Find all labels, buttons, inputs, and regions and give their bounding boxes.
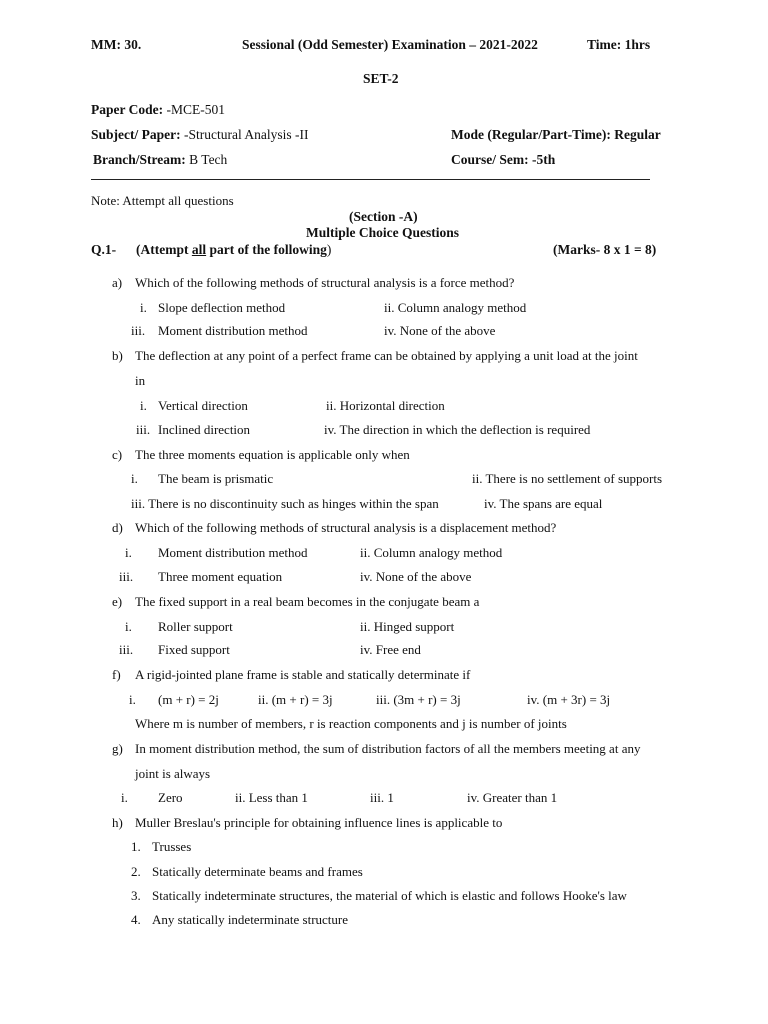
- q-g-opt1-num: i.: [121, 790, 128, 805]
- q-f-where: Where m is number of members, r is reaction components and j is number of joints: [135, 716, 567, 731]
- header-divider: [91, 179, 650, 180]
- course-label: Course/ Sem:: [451, 152, 529, 167]
- course: [451, 152, 555, 168]
- q-g-opt3: iii. 1: [370, 790, 394, 805]
- q-c-text: The three moments equation is applicable only when: [135, 447, 410, 462]
- q-d-label: d): [112, 520, 123, 535]
- q-c-opt4: iv. The spans are equal: [484, 496, 603, 511]
- q-h-text: Muller Breslau's principle for obtaining influence lines is applicable to: [135, 815, 503, 830]
- instr-post: part of the following: [206, 242, 327, 257]
- paper-code-value: -MCE-501: [163, 102, 225, 117]
- q-h-opt4: Any statically indeterminate structure: [152, 912, 349, 927]
- q-g-opt4: iv. Greater than 1: [467, 790, 558, 805]
- set-label: SET-2: [363, 71, 399, 86]
- q-b-opt3-num: iii.: [136, 422, 151, 437]
- exam-time: Time: 1hrs: [587, 37, 651, 52]
- q-e-opt1-num: i.: [125, 619, 132, 634]
- mode: [451, 127, 661, 143]
- q-a-text: Which of the following methods of structural analysis is a force method?: [135, 275, 515, 290]
- q-h-opt1-num: 1.: [131, 839, 141, 854]
- mode-label: Mode (Regular/Part-Time):: [451, 127, 611, 142]
- subject-value: -Structural Analysis -II: [180, 127, 309, 142]
- question-number: Q.1-: [91, 242, 117, 257]
- instr-all: all: [191, 242, 207, 257]
- q-c-opt1: The beam is prismatic: [158, 471, 274, 486]
- q-a-label: a): [112, 275, 123, 290]
- q-e-opt1: Roller support: [158, 619, 233, 634]
- q-e-opt4: iv. Free end: [360, 642, 421, 657]
- q-b-opt1-num: i.: [140, 398, 147, 413]
- q-c-opt2: ii. There is no settlement of supports: [472, 471, 663, 486]
- q-h-opt3-num: 3.: [131, 888, 141, 903]
- q-d-opt3-num: iii.: [119, 569, 134, 584]
- q-g-label: g): [112, 741, 123, 756]
- q-e-text: The fixed support in a real beam becomes in the conjugate beam a: [135, 594, 480, 609]
- q-a-opt1: Slope deflection method: [158, 300, 286, 315]
- branch: [93, 152, 227, 168]
- q-a-opt2: ii. Column analogy method: [384, 300, 527, 315]
- q-d-opt1: Moment distribution method: [158, 545, 308, 560]
- q-c-opt1-num: i.: [131, 471, 138, 486]
- q-d-opt1-num: i.: [125, 545, 132, 560]
- q-f-opt4: iv. (m + 3r) = 3j: [527, 692, 611, 707]
- q-f-opt2: ii. (m + r) = 3j: [258, 692, 333, 707]
- q-e-opt3-num: iii.: [119, 642, 134, 657]
- paper-code-label: Paper Code:: [91, 102, 164, 117]
- q-g-opt1: Zero: [158, 790, 183, 805]
- subject: [91, 127, 308, 143]
- section-title: (Section -A): [349, 209, 418, 224]
- q-d-opt3: Three moment equation: [158, 569, 283, 584]
- q-b-opt2: ii. Horizontal direction: [326, 398, 445, 413]
- question-instruction: [136, 242, 331, 258]
- instr-pre: (Attempt: [136, 242, 192, 257]
- q-b-label: b): [112, 348, 123, 363]
- q-g-text-line2: joint is always: [135, 766, 211, 781]
- q-f-opt3: iii. (3m + r) = 3j: [376, 692, 461, 707]
- q-b-opt3: Inclined direction: [158, 422, 251, 437]
- q-f-label: f): [112, 667, 121, 682]
- q-a-opt3-num: iii.: [131, 323, 146, 338]
- mode-value: Regular: [610, 127, 661, 142]
- max-marks: MM: 30.: [91, 37, 142, 52]
- q-h-label: h): [112, 815, 123, 830]
- q-c-opt3: iii. There is no discontinuity such as hinges within the span: [131, 496, 439, 511]
- q-b-opt1: Vertical direction: [158, 398, 248, 413]
- subject-label: Subject/ Paper:: [91, 127, 181, 142]
- q-e-opt2: ii. Hinged support: [360, 619, 455, 634]
- q-e-opt3: Fixed support: [158, 642, 230, 657]
- q-b-text-line1: The deflection at any point of a perfect frame can be obtained by applying a unit load at the joint: [135, 348, 638, 363]
- branch-label: Branch/Stream:: [93, 152, 186, 167]
- q-e-label: e): [112, 594, 123, 609]
- branch-value: B Tech: [185, 152, 228, 167]
- q-g-text-line1: In moment distribution method, the sum of distribution factors of all the members meeting at any: [135, 741, 641, 756]
- q-c-label: c): [112, 447, 123, 462]
- course-value: -5th: [528, 152, 556, 167]
- exam-title: Sessional (Odd Semester) Examination – 2021-2022: [242, 37, 538, 52]
- q-d-opt2: ii. Column analogy method: [360, 545, 503, 560]
- q-h-opt3: Statically indeterminate structures, the material of which is elastic and follows Hooke's law: [152, 888, 627, 903]
- q-d-opt4: iv. None of the above: [360, 569, 472, 584]
- q-g-opt2: ii. Less than 1: [235, 790, 308, 805]
- q-b-opt4: iv. The direction in which the deflection is required: [324, 422, 591, 437]
- q-f-opt1-num: i.: [129, 692, 136, 707]
- question-marks: (Marks- 8 x 1 = 8): [553, 242, 657, 257]
- q-h-opt2: Statically determinate beams and frames: [152, 864, 363, 879]
- paper-code: [91, 102, 225, 118]
- q-h-opt1: Trusses: [152, 839, 192, 854]
- q-b-text-line2: in: [135, 373, 146, 388]
- section-subtitle: Multiple Choice Questions: [306, 225, 460, 240]
- instr-close: ): [326, 242, 332, 257]
- q-a-opt4: iv. None of the above: [384, 323, 496, 338]
- q-h-opt4-num: 4.: [131, 912, 141, 927]
- note: Note: Attempt all questions: [91, 193, 234, 208]
- q-a-opt1-num: i.: [140, 300, 147, 315]
- q-f-text: A rigid-jointed plane frame is stable and statically determinate if: [135, 667, 471, 682]
- q-f-opt1: (m + r) = 2j: [158, 692, 219, 707]
- q-d-text: Which of the following methods of structural analysis is a displacement method?: [135, 520, 557, 535]
- q-h-opt2-num: 2.: [131, 864, 141, 879]
- q-a-opt3: Moment distribution method: [158, 323, 308, 338]
